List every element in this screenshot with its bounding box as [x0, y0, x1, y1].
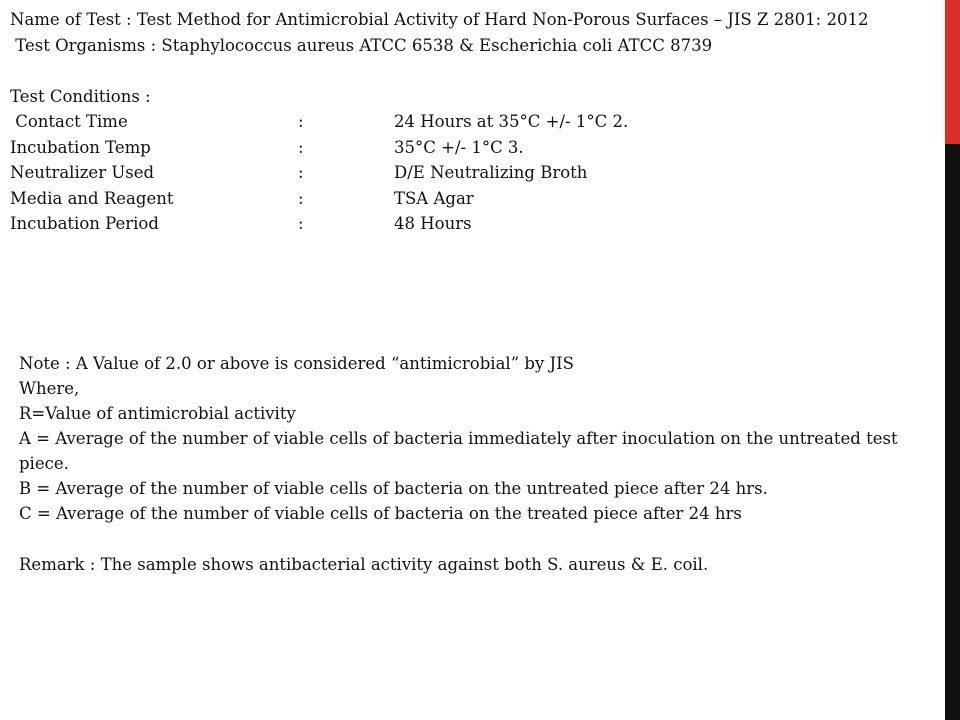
test-organisms: Test Organisms : Staphylococcus aureus ATCC 6538 & Escherichia coli ATCC 8739 [10, 35, 713, 55]
condition-value: 35°C +/- 1°C 3. [394, 137, 524, 157]
condition-value: TSA Agar [394, 188, 474, 208]
note-text: Note : A Value of 2.0 or above is considered “antimicrobial” by JIS [19, 354, 574, 373]
spacer [10, 58, 938, 84]
test-info [10, 7, 938, 237]
condition-label: Media and Reagent [10, 188, 174, 208]
condition-value: 24 Hours at 35°C +/- 1°C 2. [394, 112, 629, 131]
a-definition: A = Average of the number of viable cells of bacteria immediately after inoculation on the untreated test piece. [19, 429, 898, 473]
side-accent [945, 0, 960, 144]
b-definition: B = Average of the number of viable cells of bacteria on the untreated piece after 24 hrs. [19, 479, 768, 498]
condition-value: D/E Neutralizing Broth [394, 163, 588, 182]
test-name: Name of Test : Test Method for Antimicrobial Activity of Hard Non-Porous Surfaces – JIS Z 2801: 2012 [10, 10, 869, 29]
condition-value: 48 Hours [394, 214, 472, 233]
r-definition: R=Value of antimicrobial activity [19, 404, 296, 423]
spacer [19, 526, 929, 552]
condition-row-media-reagent [10, 186, 938, 212]
condition-label: Contact Time [10, 112, 128, 131]
remark-text: Remark : The sample shows antibacterial activity against both S. aureus & E. coil. [19, 554, 709, 574]
condition-colon: : [298, 112, 304, 131]
condition-row-neutralizer [10, 160, 938, 186]
condition-label: Neutralizer Used [10, 163, 155, 182]
condition-colon: : [298, 188, 304, 208]
condition-colon: : [298, 137, 304, 157]
condition-label: Incubation Period [10, 214, 159, 233]
condition-row-contact-time [10, 109, 938, 135]
condition-colon: : [298, 214, 304, 233]
condition-row-incubation-temp [10, 135, 938, 161]
condition-label: Incubation Temp [10, 137, 151, 157]
c-definition: C = Average of the number of viable cells of bacteria on the treated piece after 24 hrs [19, 504, 742, 523]
condition-colon: : [298, 163, 304, 182]
condition-row-incubation-period [10, 211, 938, 237]
notes-section [19, 351, 929, 577]
where-text: Where, [19, 379, 80, 398]
conditions-heading: Test Conditions : [10, 86, 151, 106]
